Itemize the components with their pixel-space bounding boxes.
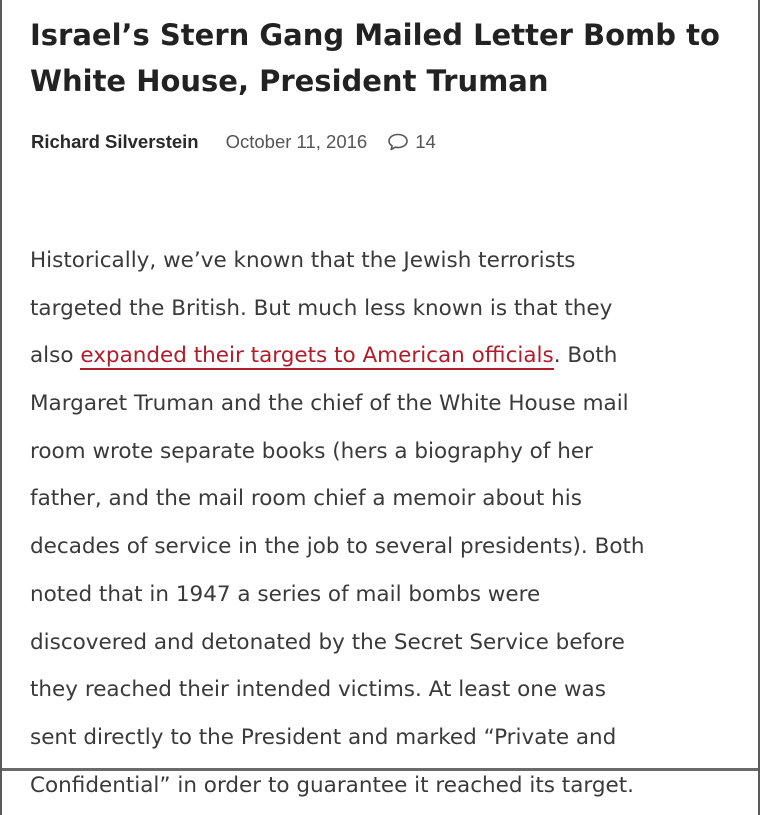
body-line xyxy=(30,332,740,380)
comment-count[interactable]: 14 xyxy=(415,131,436,152)
article-meta xyxy=(31,128,436,156)
article-title xyxy=(30,12,730,104)
author-link[interactable]: Richard Silverstein xyxy=(31,131,199,152)
body-text-segment: . Both xyxy=(553,343,618,369)
publish-date[interactable]: October 11, 2016 xyxy=(225,131,368,152)
body-line: sent directly to the President and marked “Private and xyxy=(30,724,617,750)
body-line: Historically, we’ve known that the Jewish terrorists xyxy=(30,248,576,273)
body-line: targeted the British. But much less known is that they xyxy=(30,295,613,321)
body-line: father, and the mail room chief a memoir about his xyxy=(30,486,582,512)
body-line: decades of service in the job to several presidents). Both xyxy=(30,534,645,560)
article-body xyxy=(30,237,740,809)
body-line: Confidential” in order to guarantee it reached its target. xyxy=(30,772,634,798)
speech-bubble-icon[interactable] xyxy=(387,132,409,152)
expanded-targets-link[interactable]: expanded their targets to American officials xyxy=(80,343,554,369)
body-line: noted that in 1947 a series of mail bombs were xyxy=(30,581,541,607)
body-text-segment: also xyxy=(30,343,81,369)
body-line: room wrote separate books (hers a biography of her xyxy=(30,438,593,464)
body-line: Margaret Truman and the chief of the White House mail xyxy=(30,391,629,417)
body-line: they reached their intended victims. At least one was xyxy=(30,677,606,703)
body-line: discovered and detonated by the Secret Service before xyxy=(30,629,625,655)
fold-divider xyxy=(2,768,758,771)
article-title-line-2: White House, President Truman xyxy=(30,64,549,98)
article-title-line-1: Israel’s Stern Gang Mailed Letter Bomb to xyxy=(30,18,720,52)
